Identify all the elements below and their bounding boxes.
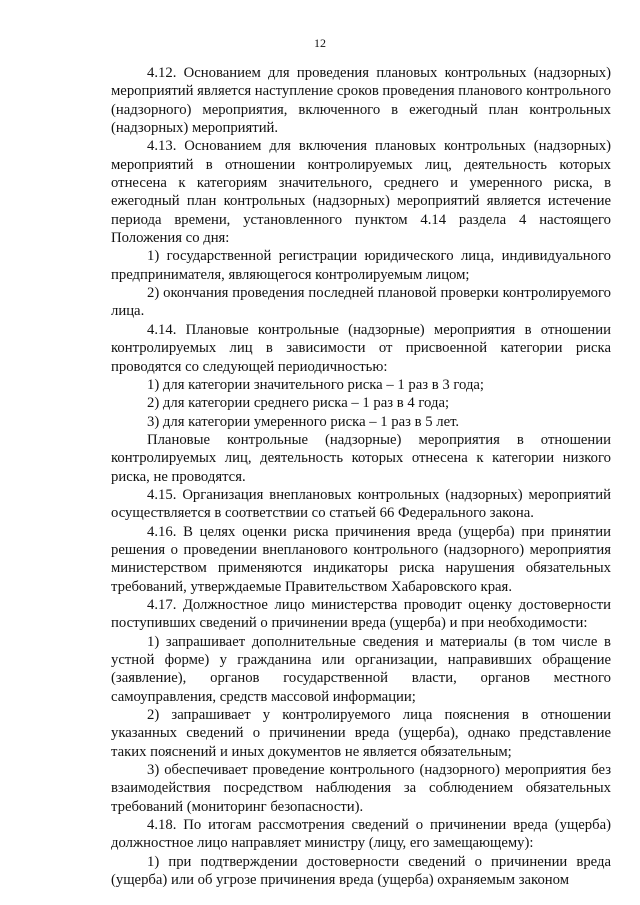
paragraph-4-13-item-1: 1) государственной регистрации юридического лица, индивидуального предпринимателя, являющегося контролируемым лицом; (111, 248, 611, 283)
page-number: 12 (314, 36, 326, 50)
paragraph-4-16: 4.16. В целях оценки риска причинения вреда (ущерба) при принятии решения о проведении внепланового контрольного (надзорного) мероприятия министерством применяются индикаторы риска нарушения обязательных требований, утверждаемые Правительством Хабаровского края. (111, 523, 611, 595)
paragraph-4-12: 4.12. Основанием для проведения плановых контрольных (надзорных) мероприятий является наступление сроков проведения планового контрольного (надзорного) мероприятия, включенного в ежегодный план контрольных (надзорных) мероприятий. (111, 65, 611, 137)
paragraph-4-14-item-3: 3) для категории умеренного риска – 1 раз в 5 лет. (147, 413, 460, 430)
paragraph-4-18-item-1: 1) при подтверждении достоверности сведений о причинении вреда (ущерба) или об угрозе причинения вреда (ущерба) охраняемым законом (111, 853, 611, 889)
paragraph-4-17-item-2: 2) запрашивает у контролируемого лица пояснения в отношении указанных сведений о причинении вреда (ущерба), однако представление таких пояснений и иных документов не является обязательным; (111, 707, 611, 760)
paragraph-4-13: 4.13. Основанием для включения плановых контрольных (надзорных) мероприятий в отношении контролируемых лиц, деятельность которых отнесена к категориям значительного, среднего и умеренного риска, в ежегодный план контрольных (надзорных) мероприятий является истечение периода времени, установленного пунктом 4.14 раздела 4 настоящего Положения со дня: (111, 138, 611, 247)
paragraph-4-17-item-1: 1) запрашивает дополнительные сведения и материалы (в том числе в устной форме) у гражданина или организации, направивших обращение (заявление), органов государственной власти, органов местного самоуправления, средств массовой информации; (111, 633, 611, 705)
document-body (111, 64, 611, 889)
paragraph-4-14-item-1: 1) для категории значительного риска – 1 раз в 3 года; (147, 376, 485, 393)
paragraph-4-14: 4.14. Плановые контрольные (надзорные) мероприятия в отношении контролируемых лиц в зависимости от присвоенной категории риска проводятся со следующей периодичностью: (111, 321, 611, 375)
paragraph-4-18: 4.18. По итогам рассмотрения сведений о причинении вреда (ущерба) должностное лицо направляет министру (лицу, его замещающему): (111, 817, 611, 852)
paragraph-4-13-item-2: 2) окончания проведения последней плановой проверки контролируемого лица. (111, 285, 611, 320)
paragraph-4-14-low-risk: Плановые контрольные (надзорные) мероприятия в отношении контролируемых лиц, деятельность которых отнесена к категории низкого риска, не проводятся. (111, 431, 611, 485)
paragraph-4-14-item-2: 2) для категории среднего риска – 1 раз в 4 года; (147, 395, 450, 412)
paragraph-4-17: 4.17. Должностное лицо министерства проводит оценку достоверности поступивших сведений о причинении вреда (ущерба) и при необходимости: (111, 596, 611, 632)
paragraph-4-17-item-3: 3) обеспечивает проведение контрольного (надзорного) мероприятия без взаимодействия посредством наблюдения за соблюдением обязательных требований (мониторинг безопасности). (111, 762, 611, 815)
paragraph-4-15: 4.15. Организация внеплановых контрольных (надзорных) мероприятий осуществляется в соответствии со статьей 66 Федерального закона. (111, 486, 611, 522)
